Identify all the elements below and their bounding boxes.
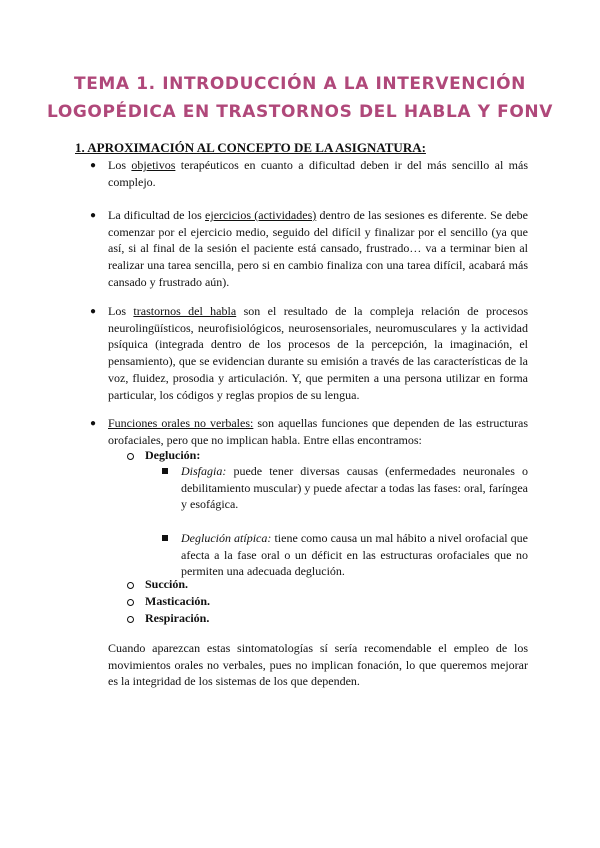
closing-paragraph: Cuando aparezcan estas sintomatologías sí sería recomendable el empleo de los movimientos orales no verbales, pues no implican fonación, lo que queremos mejorar es la integridad de los sistemas de los que dependen. <box>108 641 528 689</box>
bullet-dot: ● <box>90 210 97 221</box>
text-run: La dificultad de los <box>108 208 206 222</box>
bullet-ejercicios <box>108 207 528 291</box>
bullet-dot: ● <box>90 418 97 429</box>
term-ejercicios: ejercicios (actividades) <box>205 208 317 222</box>
text-run: dentro de las sesiones es diferente. Se debe comenzar por el ejercicio medio, seguido del difícil y finalizar por el sencillo (ya que así, si al final de la sesión el paciente está cansado, frustrado… va a terminar bien al realizar una tarea sencilla, pero si en cambio finaliza con una tarea difícil, acabará más cansado y frustrado aún). <box>108 208 528 289</box>
document-title <box>40 70 560 126</box>
title-line-1: TEMA 1. INTRODUCCIÓN A LA INTERVENCIÓN <box>74 74 526 94</box>
bullet-funciones <box>108 415 528 448</box>
circle-bullet <box>127 616 134 623</box>
item-deglucion-atipica <box>181 530 528 580</box>
term-disfagia: Disfagia: <box>181 464 227 478</box>
text-run: Los <box>108 304 134 318</box>
bullet-objetivos <box>108 157 528 190</box>
term-funciones: Funciones orales no verbales: <box>108 416 254 430</box>
item-disfagia <box>181 463 528 513</box>
term-deglucion-atipica: Deglución atípica: <box>181 531 272 545</box>
bullet-dot: ● <box>90 306 97 317</box>
text-run: terapéuticos en cuanto a dificultad deben ir del más sencillo al más complejo. <box>108 158 529 189</box>
square-bullet <box>162 535 168 541</box>
title-line-2: LOGOPÉDICA EN TRASTORNOS DEL HABLA Y FONV <box>47 102 553 122</box>
circle-bullet <box>127 582 134 589</box>
circle-bullet <box>127 599 134 606</box>
text-run: Los <box>108 158 132 172</box>
text-run: son aquellas funciones que dependen de las estructuras orofaciales, pero que no implican habla. Entre ellas encontramos: <box>108 416 529 447</box>
item-masticacion: Masticación. <box>145 594 210 608</box>
text-run: puede tener diversas causas (enfermedades neuronales o debilitamiento muscular) y puede afectar a todas las fases: oral, faríngea y esofágica. <box>181 464 528 512</box>
text-run: tiene como causa un mal hábito a nivel orofacial que afecta a la fase oral o un déficit en las estructuras orofaciales que no permiten una adecuada deglución. <box>181 531 529 579</box>
bullet-trastornos <box>108 303 528 403</box>
term-objetivos: objetivos <box>131 158 176 172</box>
item-respiracion: Respiración. <box>145 611 210 625</box>
circle-bullet <box>127 453 134 460</box>
term-trastornos: trastornos del habla <box>133 304 237 318</box>
section-heading: 1. APROXIMACIÓN AL CONCEPTO DE LA ASIGNATURA: <box>75 140 426 155</box>
text-run: son el resultado de la compleja relación de procesos neurolingüísticos, neurofisiológicos, neurosensoriales, neuromusculares y la actividad psíquica (integrada dentro de los procesos de la percepción, la imaginación, el pensamiento), que se evidencian durante su emisión a través de las características de la voz, fluidez, prosodia y articulación. Y, que permiten a una persona utilizar en forma particular, los códigos y reglas propios de su lengua. <box>108 304 529 402</box>
item-succion: Succión. <box>145 577 189 591</box>
square-bullet <box>162 468 168 474</box>
item-deglucion: Deglución: <box>145 448 201 462</box>
bullet-dot: ● <box>90 160 97 171</box>
